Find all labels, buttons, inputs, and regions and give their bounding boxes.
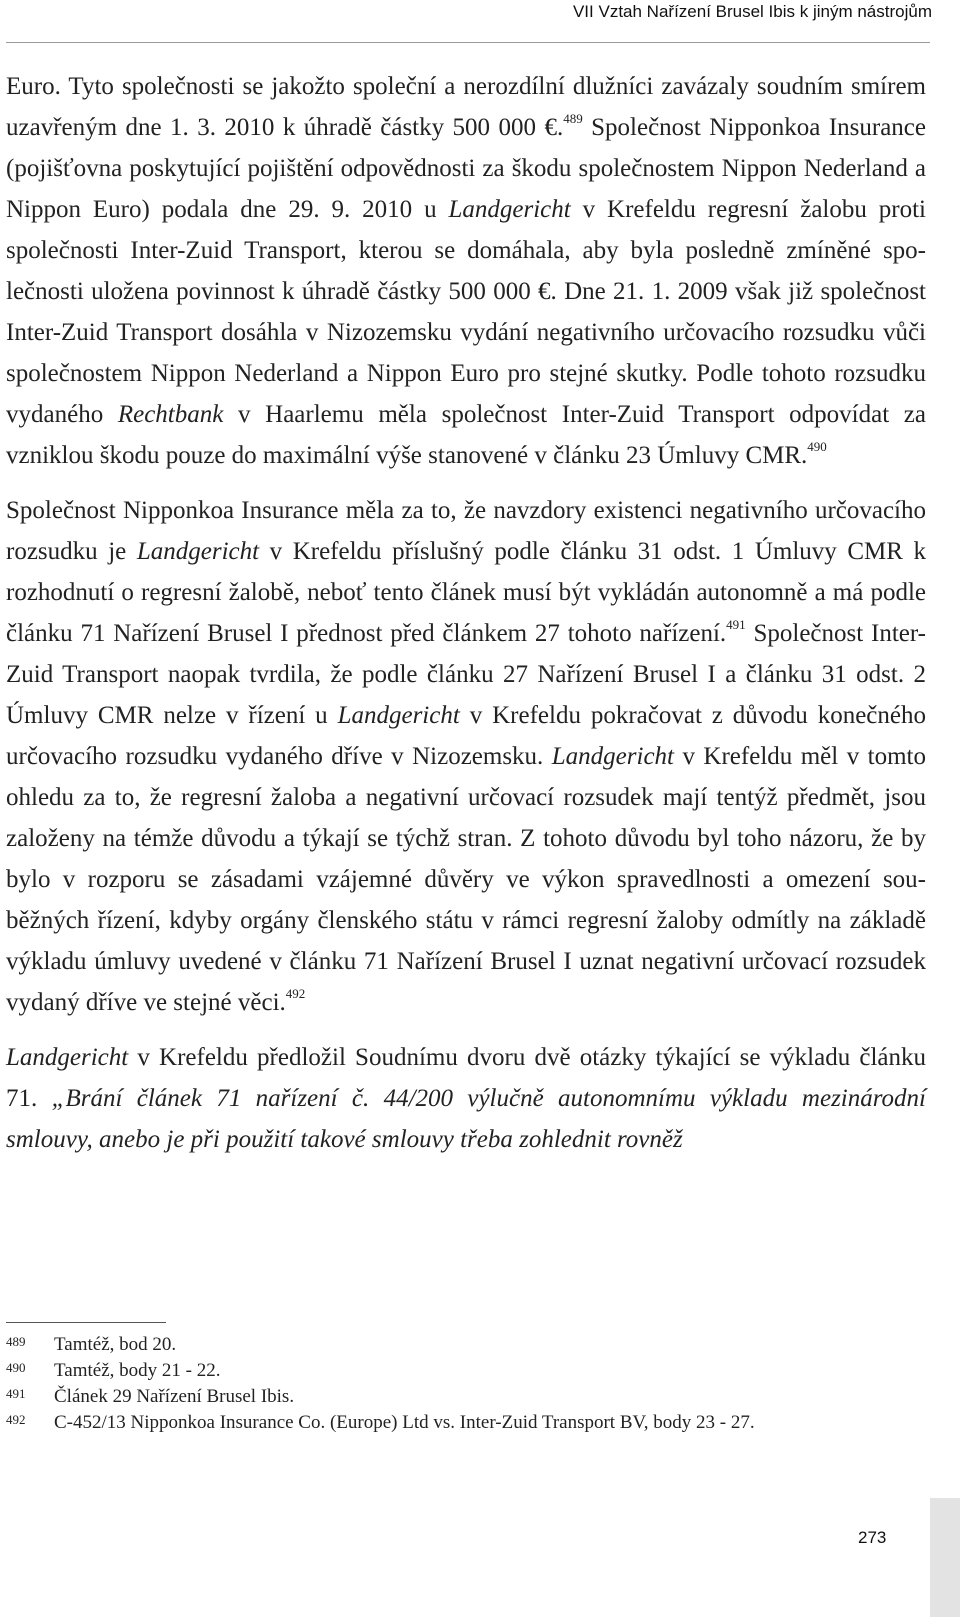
header-rule [6,42,930,43]
paragraph-text: v Krefeldu předložil Soudnímu dvoru dvě otázky týkající se výkladu článku 71. [6,1044,926,1112]
running-head-title: VII Vztah Nařízení Brusel Ibis k jiným nástrojům [572,2,932,21]
footnote [6,1332,930,1358]
paragraph [6,1037,926,1160]
paragraph-text: Společnost Nipponkoa Insurance měla za to, že navzdory existenci negativního určovacího rozsudku je [6,497,926,565]
footnote-text: Článek 29 Nařízení Brusel Ibis. [54,1386,295,1407]
footnote-text: Tamtéž, bod 20. [54,1334,177,1355]
italic-text: Landgericht [448,196,571,223]
footnote-number: 492 [6,1412,26,1427]
italic-text: „Brání článek 71 nařízení č. 44/200 výlučně autonomnímu výkladu mezinárodní smlouvy, anebo je při použití takové smlouvy třeba zohlednit rovněž [6,1085,926,1153]
footnotes [6,1332,930,1436]
footnote-text: Tamtéž, body 21 - 22. [54,1360,221,1381]
body-text [6,66,926,1174]
paragraph-text: v Krefeldu pokračovat z důvodu konečného určovacího rozsudku vydaného dříve v Nizozemsku. [6,702,926,770]
footnote-ref: 489 [563,111,583,126]
paragraph [6,66,926,476]
italic-text: Landgericht [337,702,460,729]
footnote-rule [6,1322,166,1323]
paragraph-text: Společnost Nipponkoa Insurance (pojišťovna poskytující pojištění odpovědnosti za škodu společnostem Nippon Nederland a Nippon Euro) podala dne 29. 9. 2010 u [6,114,927,223]
footnote-ref: 492 [285,986,306,1001]
italic-text: Rechtbank [117,401,224,428]
footnote-ref: 490 [807,439,827,454]
page-number-bar [930,1498,960,1617]
paragraph-text: v Krefeldu měl v tomto ohledu za to, že regresní žaloba a negativní určovací rozsudek mají tentýž předmět, jsou založeny na témže důvodu a týkají se týchž stran. Z tohoto důvodu byl toho názoru, že by bylo v rozporu se zásadami vzájemné důvěry ve výkon spravedlnosti a omezení souběžných řízení, kdyby orgány členského státu v rámci regresní žaloby odmítly na základě výkladu úmluvy uvedené v článku 71 Nařízení Brusel I uznat negativní určovací rozsudek vydaný dříve ve stejné věci. [6,743,926,1016]
paragraph-text: v Krefeldu regresní žalobu proti společnosti Inter-Zuid Transport, kterou se domáhala, aby byla posledně zmíněné společnosti uložena povinnost k úhradě částky 500 000 €. Dne 21. 1. 2009 však již společnost Inter-Zuid Transport dosáhla v Nizozemsku vydání negativního určovacího rozsudku vůči společnostem Nippon Nederland a Nippon Euro pro stejné skutky. Podle tohoto rozsudku vydaného [6,196,926,428]
page-number: 273 [858,1528,887,1547]
italic-text: Landgericht [551,743,674,770]
paragraph [6,490,926,1023]
footnote [6,1384,930,1410]
paragraph-text: v Haarlemu měla společnost Inter-Zuid Transport odpovídat za vzniklou škodu pouze do maximální výše stanovené v článku 23 Úmluvy CMR. [6,401,926,469]
paragraph-text: Společnost Inter-Zuid Transport naopak tvrdila, že podle článku 27 Nařízení Brusel I a článku 31 odst. 2 Úmluvy CMR nelze v řízení u [6,620,927,729]
footnote-number: 489 [6,1334,26,1349]
paragraph-text: v Krefeldu příslušný podle článku 31 odst. 1 Úmluvy CMR k rozhodnutí o regresní žalobě, neboť tento článek musí být vykládán autonomně a má podle článku 71 Nařízení Brusel I přednost před článkem 27 tohoto nařízení. [6,538,926,647]
paragraph-text: Euro. Tyto společnosti se jakožto společní a nerozdílní dlužníci zavázaly soudním smírem uzavřeným dne 1. 3. 2010 k úhradě částky 500 000 €. [6,73,926,141]
italic-text: Landgericht [136,538,260,565]
footnote [6,1410,930,1436]
footnote-number: 490 [6,1360,26,1375]
footnote-ref: 491 [726,617,746,632]
footnote [6,1358,930,1384]
italic-text: Landgericht [6,1044,129,1071]
footnote-number: 491 [6,1386,26,1401]
footnote-text: C-452/13 Nipponkoa Insurance Co. (Europe) Ltd vs. Inter-Zuid Transport BV, body 23 - 27. [54,1412,755,1433]
